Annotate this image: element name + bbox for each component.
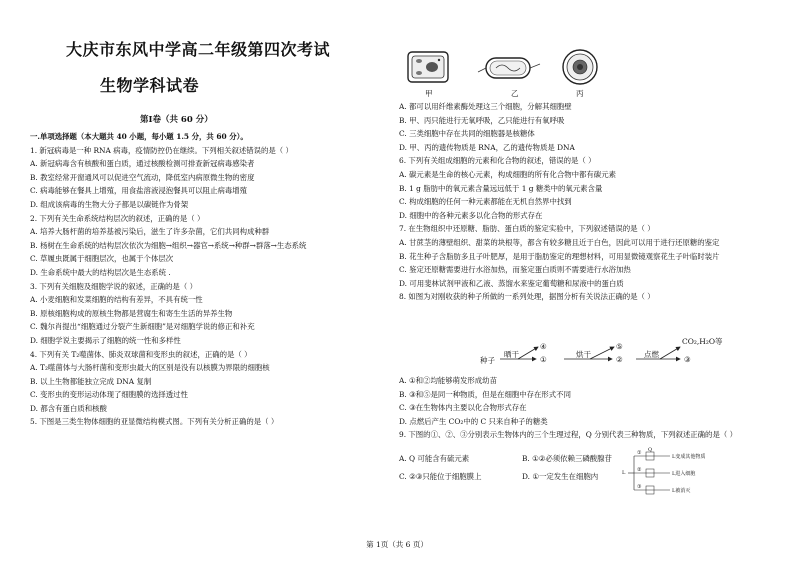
question-line: D. 细胞中的各种元素多以化合物的形式存在 (399, 210, 543, 220)
question-line: B. 原核细胞构成的原核生物都是营腐生和寄生生活的异养生物 (30, 308, 233, 318)
q9-process-2: ② (637, 467, 642, 473)
question-line: C. 三类细胞中存在共同的细胞器是核糖体 (399, 129, 535, 139)
q9-process-3: ③ (637, 484, 642, 490)
question-line: A. 碳元素是生命的核心元素，构成细胞的所有化合物中都有碳元素 (399, 169, 616, 179)
animal-cell-diagram (563, 50, 597, 84)
question-line: A. 小麦细胞和发菜细胞的结构有差异，不具有统一性 (30, 295, 203, 305)
question-line: 3. 下列有关细胞及细胞学说的叙述，正确的是（ ） (30, 281, 197, 291)
question-line: 1. 新冠病毒是一种 RNA 病毒，疫情防控仍在继续。下列相关叙述错误的是（ ） (30, 145, 293, 155)
question-line: D. 可用斐林试剂甲液和乙液、蒸馏水来鉴定葡萄糖和尿液中的蛋白质 (399, 278, 624, 288)
question-line: D. 组成该病毒的生物大分子都是以碳链作为骨架 (30, 199, 189, 209)
question-line: C. 构成细胞的任何一种元素都能在无机自然界中找到 (399, 197, 572, 207)
question-line: A. 新冠病毒含有核酸和蛋白质，通过核酸检测可排查新冠病毒感染者 (30, 159, 255, 169)
question-line: 4. 下列有关 T₂噬菌体、肺炎双球菌和变形虫的叙述，正确的是（ ） (30, 349, 252, 359)
question-line: A. T₂噬菌体与大肠杆菌和变形虫最大的区别是没有以核膜为界限的细胞核 (30, 363, 270, 373)
question-line: B. 教室经常开窗通风可以促进空气流动，降低室内病原微生物的密度 (30, 172, 255, 182)
left-column (30, 132, 380, 431)
question-line: A. 都可以用纤维素酶处理这三个细胞，分解其细胞壁 (399, 102, 572, 111)
flow-step-dry: 晒干 (504, 350, 519, 359)
question-line: 5. 下图是三类生物体细胞的亚显微结构模式图。下列有关分析正确的是（ ） (30, 417, 279, 427)
question-line: A. 培养大肠杆菌的培养基被污染后，滋生了许多杂菌，它们共同构成种群 (30, 227, 270, 237)
question-line: B. 杨树在生命系统的结构层次依次为细胞→组织→器官→系统→种群→群落→生态系统 (30, 240, 307, 250)
question-line: 8. 如图为对刚收获的种子所做的一系列处理，据图分析有关说法正确的是（ ） (399, 292, 655, 302)
q9-q-label: Q (648, 447, 653, 453)
flow-node-2: ② (616, 355, 623, 364)
question-line: D. 都含有蛋白质和核酸 (30, 403, 107, 413)
question-line: C. ③在生物体内主要以化合物形式存在 (399, 403, 527, 413)
q9-result-2: L进入细胞 (672, 471, 696, 477)
flow-step-burn: 点燃 (644, 350, 659, 359)
question-line: A. ①和②均能够萌发形成幼苗 (399, 376, 497, 385)
flow-node-3: ③ (684, 355, 691, 364)
section-heading: 一.单项选择题（本大题共 40 小题，每小题 1.5 分，共 60 分）。 (30, 132, 248, 141)
question-line: A. 甘蔗茎的薄壁组织、甜菜的块根等，都含有较多糖且近于白色，因此可以用于进行还原糖的鉴定 (399, 237, 720, 247)
exam-subtitle: 生物学科试卷 (100, 76, 200, 95)
question-line: C. 魏尔肖提出“细胞通过分裂产生新细胞”是对细胞学说的修正和补充 (30, 322, 255, 332)
q9-result-1: L变成其他物质 (672, 454, 706, 460)
question-line: C. 病毒能够在餐具上增殖，用食盐溶液浸泡餐具可以阻止病毒增殖 (30, 186, 248, 196)
seed-flow-diagram (480, 337, 740, 372)
question-line: 6. 下列有关组成细胞的元素和化合物的叙述，错误的是（ ） (399, 156, 596, 166)
cell-diagrams (404, 48, 604, 88)
question-line: C. 鉴定还原糖需要进行水浴加热，而鉴定蛋白质则不需要进行水浴加热 (399, 265, 631, 275)
exam-title: 大庆市东风中学高二年级第四次考试 (66, 40, 331, 59)
q9-diagram (620, 448, 740, 498)
q9-option-a: A. Q 可能含有硫元素 (399, 454, 470, 463)
right-column-2 (399, 376, 779, 444)
volume-heading: 第Ⅰ卷（共 60 分） (140, 115, 213, 125)
plant-cell-diagram (408, 52, 448, 82)
question-line: D. 细胞学说主要揭示了细胞的统一性和多样性 (30, 335, 181, 345)
question-line: B. 花生种子含脂肪多且子叶肥厚，是用于脂肪鉴定的理想材料，可用显微镜观察花生子叶临时装片 (399, 251, 720, 261)
cell-label-bing: 丙 (576, 89, 584, 98)
q9-option-c: C. ②③只能位于细胞膜上 (399, 472, 482, 481)
bacterium-diagram (478, 58, 540, 78)
question-line: B. ③和⑤是同一种物质，但是在细胞中存在形式不同 (399, 389, 571, 399)
cell-label-jia: 甲 (425, 89, 433, 98)
question-line: 2. 下列有关生命系统结构层次的叙述，正确的是（ ） (30, 213, 205, 223)
q9-l-label: L (622, 470, 626, 476)
flow-node-1: ① (540, 355, 547, 364)
question-line: B. 以上生物都能独立完成 DNA 复制 (30, 376, 152, 386)
question-line: D. 生命系统中最大的结构层次是生态系统 . (30, 267, 171, 277)
q9-option-d: D. ①一定发生在细胞内 (522, 472, 599, 481)
question-line: B. 1 g 脂肪中的氧元素含量远远低于 1 g 糖类中的氧元素含量 (399, 183, 603, 193)
question-line: C. 变形虫的变形运动体现了细胞膜的选择透过性 (30, 390, 188, 400)
q9-result-3: L被消灭 (672, 488, 691, 494)
question-line: D. 甲、丙的遗传物质是 RNA，乙的遗传物质是 DNA (399, 142, 575, 152)
question-line: 7. 在生物组织中还原糖、脂肪、蛋白质的鉴定实验中，下列叙述错误的是（ ） (399, 224, 655, 234)
right-column (399, 102, 779, 306)
question-line: D. 点燃后产生 CO₂中的 C 只来自种子的糖类 (399, 416, 548, 426)
flow-node-4: ④ (540, 342, 547, 351)
flow-step-bake: 烘干 (576, 350, 591, 359)
flow-node-5: ⑤ (616, 342, 623, 351)
q9-option-b: B. ①②必须依赖三磷酸腺苷 (522, 454, 612, 463)
question-line: 9. 下图的①、②、③分别表示生物体内的三个生理过程，Q 分别代表三种物质，下列叙述正确的是（ ） (399, 430, 737, 440)
flow-products: CO₂,H₂O等 (682, 337, 723, 346)
flow-seed: 种子 (480, 356, 495, 365)
question-line: B. 甲、丙只能进行无氧呼吸，乙只能进行有氧呼吸 (399, 115, 565, 125)
q9-process-1: ① (637, 450, 642, 456)
cell-label-yi: 乙 (511, 89, 519, 98)
question-line: C. 草履虫既属于细胞层次，也属于个体层次 (30, 254, 174, 264)
page-footer: 第 1页（共 6 页） (366, 540, 428, 549)
